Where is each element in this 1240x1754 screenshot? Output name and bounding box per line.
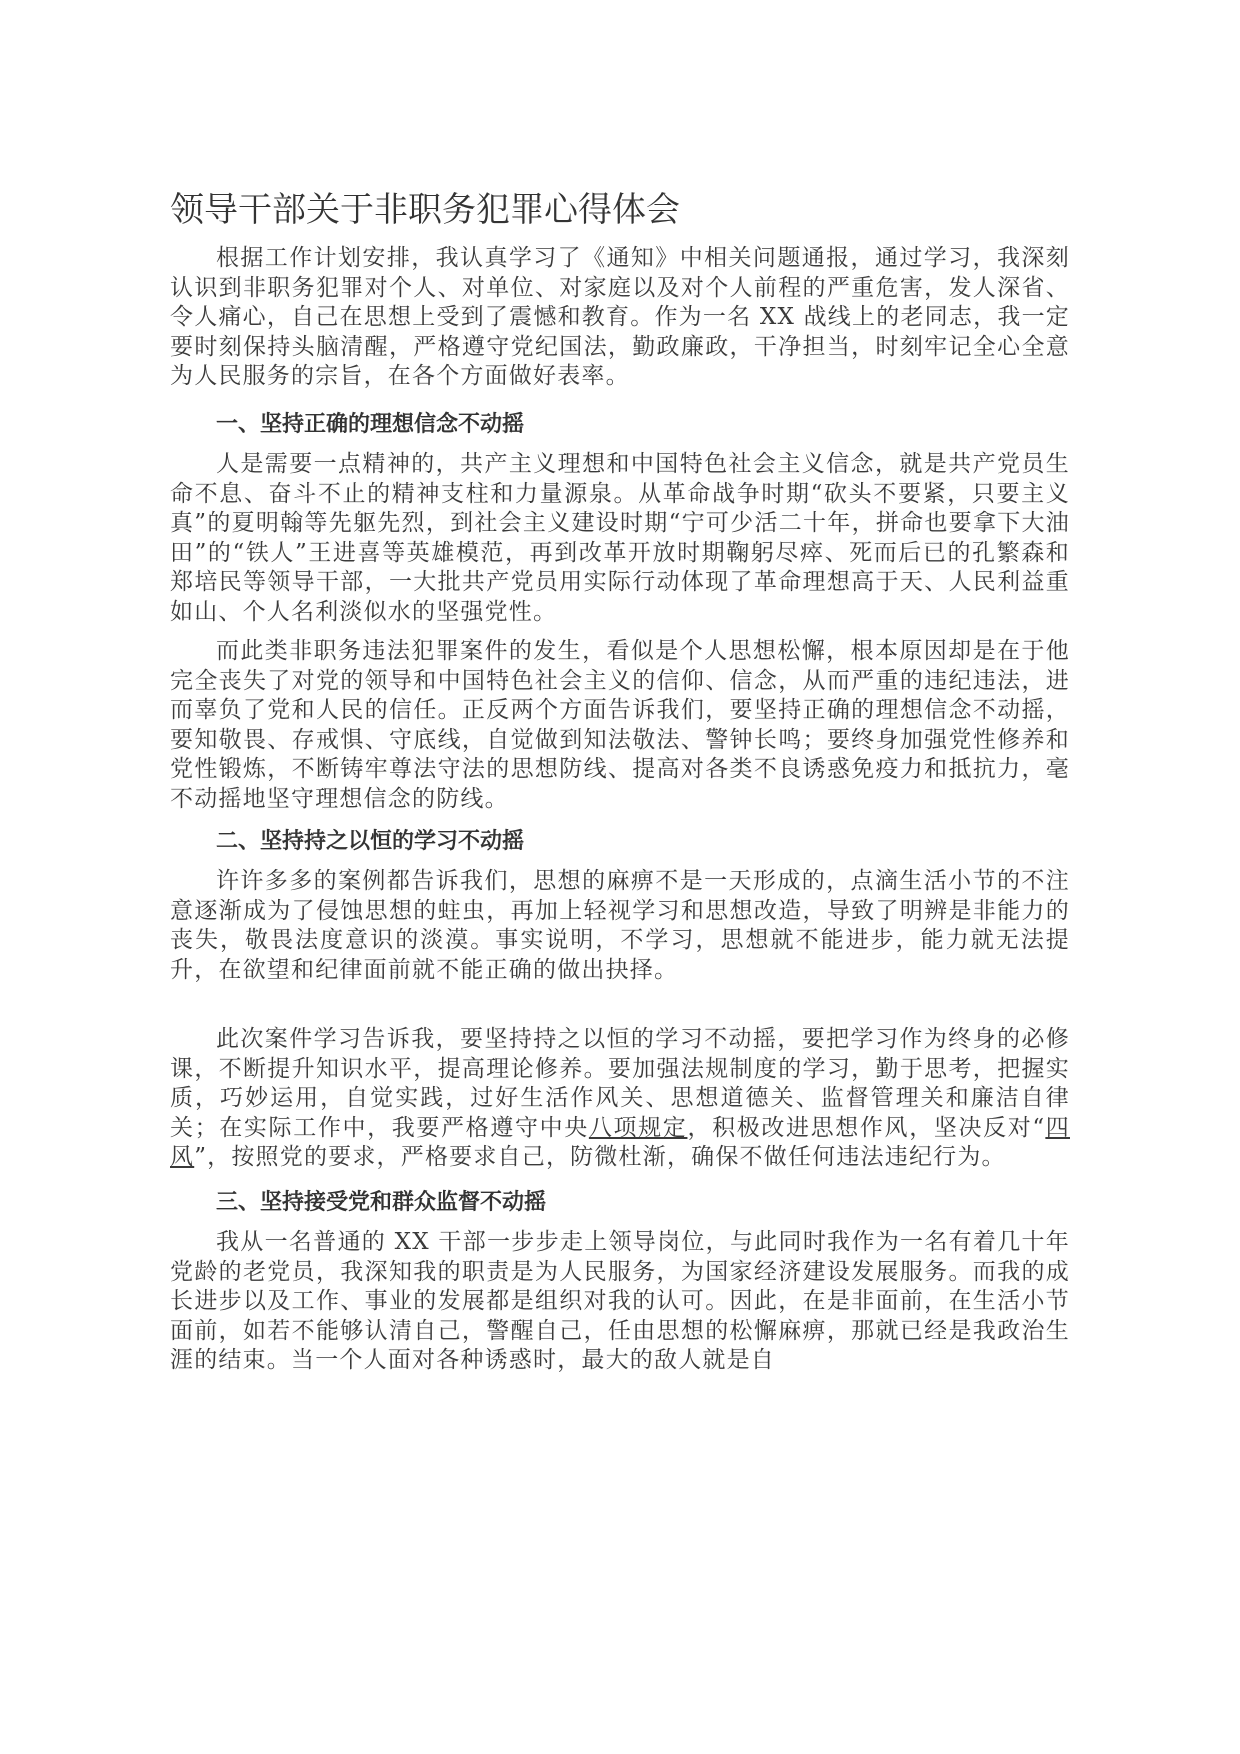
eight-regulations-link[interactable]: 八项规定 (588, 1114, 688, 1141)
section-1-paragraph-2: 而此类非职务违法犯罪案件的发生，看似是个人思想松懈，根本原因却是在于他完全丧失了对党的领导和中国特色社会主义的信仰、信念，从而严重的违纪违法，进而辜负了党和人民的信任。正反两个方面告诉我们，要坚持正确的理想信念不动摇，要知敬畏、存戒惧、守底线，自觉做到知法敬法、警钟长鸣；要终身加强党性修养和党性锻炼，不断铸牢尊法守法的思想防线、提高对各类不良诱惑免疫力和抵抗力，毫不动摇地坚守理想信念的防线。 (170, 638, 1070, 812)
intro-paragraph: 根据工作计划安排，我认真学习了《通知》中相关问题通报，通过学习，我深刻认识到非职务犯罪对个人、对单位、对家庭以及对个人前程的严重危害，发人深省、令人痛心，自己在思想上受到了震憾和教育。作为一名 XX 战线上的老同志，我一定要时刻保持头脑清醒，严格遵守党纪国法，勤政廉政，干净担当，时刻牢记全心全意为人民服务的宗旨，在各个方面做好表率。 (170, 245, 1070, 389)
section-2-heading: 二、坚持持之以恒的学习不动摇 (216, 829, 525, 854)
section-1-paragraph-1: 人是需要一点精神的，共产主义理想和中国特色社会主义信念，就是共产党员生命不息、奋斗不止的精神支柱和力量源泉。从革命战争时期“砍头不要紧，只要主义真”的夏明翰等先躯先烈，到社会主义建设时期“宁可少活二十年，拼命也要拿下大油田”的“铁人”王进喜等英雄模范，再到改革开放时期鞠躬尽瘁、死而后已的孔繁森和郑培民等领导干部，一大批共产党员用实际行动体现了革命理想高于天、人民利益重如山、个人名利淡似水的坚强党性。 (170, 451, 1070, 625)
section-2-p2-text-a: 此次案件学习告诉我，要坚持持之以恒的学习不动摇，要把学习作为终身的必修课，不断提升知识水平，提高理论修养。要加强法规制度的学习，勤于思考，把握实质，巧妙运用，自觉实践，过好生活作风关、思想道德关、监督管理关和廉洁自律关；在实际工作中，我要严格遵守中央 (170, 1026, 1070, 1141)
section-3-paragraph-1: 我从一名普通的 XX 干部一步步走上领导岗位，与此同时我作为一名有着几十年党龄的老党员，我深知我的职责是为人民服务，为国家经济建设发展服务。而我的成长进步以及工作、事业的发展都是组织对我的认可。因此，在是非面前，在生活小节面前，如若不能够认清自己，警醒自己，任由思想的松懈麻痹，那就已经是我政治生涯的结束。当一个人面对各种诱惑时，最大的敌人就是自 (170, 1229, 1070, 1373)
section-2-paragraph-2 (170, 1025, 1070, 1173)
section-1-heading: 一、坚持正确的理想信念不动摇 (216, 412, 525, 437)
four-winds-link[interactable]: 四风 (170, 1114, 1070, 1170)
document-title: 领导干部关于非职务犯罪心得体会 (170, 190, 680, 230)
section-2-p2-text-b: ，积极改进思想作风，坚决反对“ (687, 1114, 1046, 1141)
section-3-heading: 三、坚持接受党和群众监督不动摇 (216, 1190, 547, 1215)
section-2-p2-text-c: ”，按照党的要求，严格要求自己，防微杜渐，确保不做任何违法违纪行为。 (194, 1144, 1006, 1170)
section-2-paragraph-1: 许许多多的案例都告诉我们，思想的麻痹不是一天形成的，点滴生活小节的不注意逐渐成为了侵蚀思想的蛀虫，再加上轻视学习和思想改造，导致了明辨是非能力的丧失，敬畏法度意识的淡漠。事实说明，不学习，思想就不能进步，能力就无法提升，在欲望和纪律面前就不能正确的做出抉择。 (170, 868, 1070, 983)
